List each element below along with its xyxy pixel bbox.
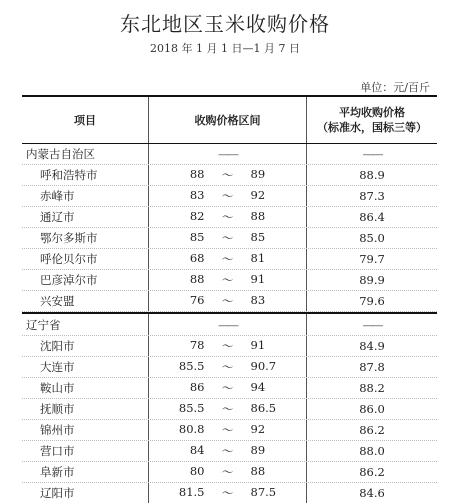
empty-average: —— xyxy=(362,317,382,332)
city-name: 沈阳市 xyxy=(22,336,149,356)
range-values xyxy=(163,230,293,246)
province-row xyxy=(22,144,437,165)
range-low: 83 xyxy=(189,188,205,202)
average-price: 88.0 xyxy=(359,444,385,458)
range-low: 78 xyxy=(189,338,205,352)
empty-average: —— xyxy=(362,147,382,161)
city-name: 大连市 xyxy=(22,357,149,377)
range-high: 83 xyxy=(250,293,266,307)
table-row xyxy=(22,165,437,186)
average-price: 87.3 xyxy=(359,189,385,203)
province-name: 内蒙古自治区 xyxy=(22,144,149,164)
range-values xyxy=(163,380,293,396)
average-price: 79.6 xyxy=(359,294,385,308)
range-low: 85.5 xyxy=(178,359,205,373)
range-low: 80 xyxy=(189,464,205,478)
table-row xyxy=(22,441,437,462)
range-separator: ～ xyxy=(221,252,234,266)
city-name: 抚顺市 xyxy=(22,399,149,419)
range-high: 91 xyxy=(250,272,266,286)
price-range xyxy=(149,483,307,503)
average-price: 89.9 xyxy=(359,273,385,287)
header-average-line1: 平均收购价格 xyxy=(339,106,405,119)
price-range xyxy=(149,165,307,185)
range-high: 88 xyxy=(250,209,266,223)
province-range xyxy=(149,144,307,164)
price-range xyxy=(149,399,307,419)
table-row xyxy=(22,249,437,270)
average-price: 84.9 xyxy=(359,339,385,353)
range-low: 88 xyxy=(189,272,205,286)
range-high: 92 xyxy=(250,188,266,202)
average-price: 86.0 xyxy=(359,402,385,416)
range-low: 68 xyxy=(189,251,205,265)
range-values xyxy=(163,401,293,417)
table-body xyxy=(22,144,437,503)
range-low: 85.5 xyxy=(178,401,205,415)
price-range xyxy=(149,270,307,290)
range-high: 91 xyxy=(250,338,266,352)
range-values xyxy=(163,485,293,501)
table-row xyxy=(22,420,437,441)
average-price: 88.2 xyxy=(359,381,385,395)
header-average-line2: （标准水，国标三等） xyxy=(317,121,427,134)
range-low: 84 xyxy=(189,443,205,457)
table-row xyxy=(22,336,437,357)
price-range xyxy=(149,291,307,311)
range-separator: ～ xyxy=(221,189,234,203)
range-values xyxy=(163,167,293,183)
range-high: 85 xyxy=(250,230,266,244)
range-values xyxy=(163,464,293,480)
table-row xyxy=(22,357,437,378)
range-high: 86.5 xyxy=(250,401,277,415)
average-price: 88.9 xyxy=(359,168,385,182)
table-row xyxy=(22,399,437,420)
range-values xyxy=(163,188,293,204)
unit-label: 单位：元/百斤 xyxy=(360,81,430,94)
province-row xyxy=(22,312,437,336)
average-price: 87.8 xyxy=(359,360,385,374)
average-price: 85.0 xyxy=(359,231,385,245)
range-separator: ～ xyxy=(221,168,234,182)
city-name: 呼伦贝尔市 xyxy=(22,249,149,269)
page-title: 东北地区玉米收购价格 xyxy=(120,12,330,36)
province-range xyxy=(149,314,307,335)
table-row xyxy=(22,207,437,228)
range-values xyxy=(163,272,293,288)
empty-range: —— xyxy=(218,147,237,161)
average-price: 86.2 xyxy=(359,423,385,437)
range-values xyxy=(163,443,293,459)
range-separator: ～ xyxy=(221,444,234,458)
range-high: 89 xyxy=(250,443,266,457)
range-separator: ～ xyxy=(221,465,234,479)
range-high: 90.7 xyxy=(250,359,277,373)
city-name: 巴彦淖尔市 xyxy=(22,270,149,290)
header-average xyxy=(307,97,437,143)
range-values xyxy=(163,422,293,438)
range-low: 88 xyxy=(189,167,205,181)
price-range xyxy=(149,441,307,461)
header-range: 收购价格区间 xyxy=(149,97,307,143)
range-values xyxy=(163,293,293,309)
price-range xyxy=(149,249,307,269)
range-separator: ～ xyxy=(221,339,234,353)
average-price: 86.2 xyxy=(359,465,385,479)
range-low: 76 xyxy=(189,293,205,307)
range-high: 81 xyxy=(250,251,266,265)
range-separator: ～ xyxy=(221,360,234,374)
table-row xyxy=(22,186,437,207)
range-values xyxy=(163,359,293,375)
price-range xyxy=(149,186,307,206)
average-price: 79.7 xyxy=(359,252,385,266)
table-row xyxy=(22,378,437,399)
city-name: 鄂尔多斯市 xyxy=(22,228,149,248)
date-range: 2018 年 1 月 1 日—1 月 7 日 xyxy=(150,42,300,55)
range-values xyxy=(163,209,293,225)
range-low: 81.5 xyxy=(178,485,205,499)
province-average xyxy=(307,314,437,335)
city-name: 呼和浩特市 xyxy=(22,165,149,185)
city-name: 辽阳市 xyxy=(22,483,149,503)
range-separator: ～ xyxy=(221,402,234,416)
range-low: 86 xyxy=(189,380,205,394)
range-separator: ～ xyxy=(221,273,234,287)
price-range xyxy=(149,228,307,248)
city-name: 阜新市 xyxy=(22,462,149,482)
price-range xyxy=(149,462,307,482)
range-high: 88 xyxy=(250,464,266,478)
table-row xyxy=(22,462,437,483)
price-table xyxy=(22,95,437,503)
city-name: 鞍山市 xyxy=(22,378,149,398)
table-row xyxy=(22,270,437,291)
province-name: 辽宁省 xyxy=(22,314,149,335)
range-separator: ～ xyxy=(221,294,234,308)
range-separator: ～ xyxy=(221,486,234,500)
range-separator: ～ xyxy=(221,381,234,395)
header-item: 项目 xyxy=(22,97,149,143)
range-high: 92 xyxy=(250,422,266,436)
price-range xyxy=(149,336,307,356)
range-high: 89 xyxy=(250,167,266,181)
city-name: 兴安盟 xyxy=(22,291,149,311)
table-row xyxy=(22,228,437,249)
range-high: 94 xyxy=(250,380,266,394)
range-separator: ～ xyxy=(221,423,234,437)
table-row xyxy=(22,291,437,312)
average-price: 84.6 xyxy=(359,486,385,500)
city-name: 赤峰市 xyxy=(22,186,149,206)
average-price: 86.4 xyxy=(359,210,385,224)
range-values xyxy=(163,338,293,354)
price-range xyxy=(149,207,307,227)
city-name: 锦州市 xyxy=(22,420,149,440)
range-low: 80.8 xyxy=(178,422,205,436)
range-low: 82 xyxy=(189,209,205,223)
table-header xyxy=(22,97,437,144)
range-values xyxy=(163,251,293,267)
empty-range: —— xyxy=(218,317,237,332)
price-range xyxy=(149,378,307,398)
price-range xyxy=(149,420,307,440)
range-separator: ～ xyxy=(221,231,234,245)
city-name: 通辽市 xyxy=(22,207,149,227)
range-high: 87.5 xyxy=(250,485,277,499)
price-range xyxy=(149,357,307,377)
table-row xyxy=(22,483,437,503)
range-separator: ～ xyxy=(221,210,234,224)
province-average xyxy=(307,144,437,164)
city-name: 营口市 xyxy=(22,441,149,461)
range-low: 85 xyxy=(189,230,205,244)
